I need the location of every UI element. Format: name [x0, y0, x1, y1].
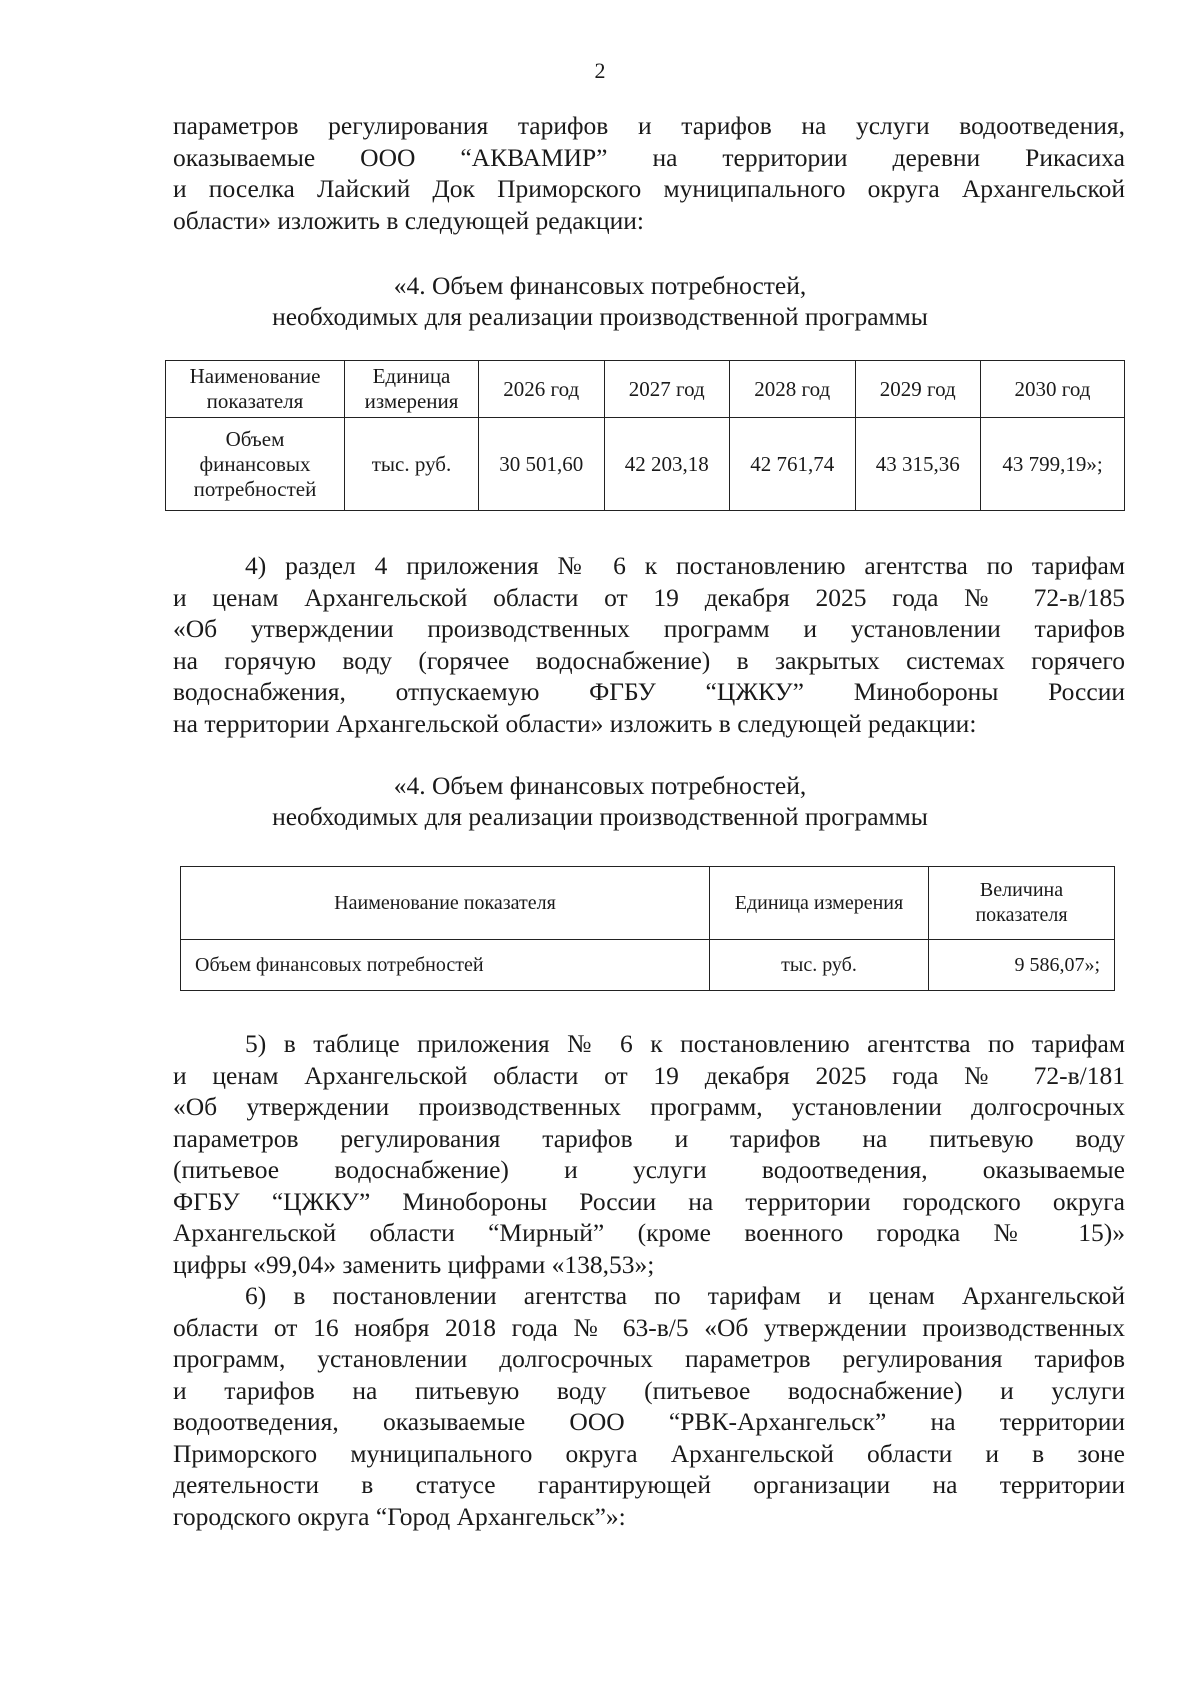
table-header-row: [166, 361, 1125, 418]
text-line: ФГБУ “ЦЖКУ” Минобороны России на территории городского округа: [173, 1186, 1125, 1216]
item-6-paragraph: [173, 1280, 1125, 1532]
text-line: оказываемые ООО “АКВАМИР” на территории деревни Рикасиха: [173, 142, 1125, 172]
intro-paragraph: [173, 110, 1125, 236]
table-header-cell: 2028 год: [730, 361, 856, 418]
table-cell: 42 203,18: [604, 418, 730, 511]
financial-needs-table-1: [165, 360, 1125, 511]
table-header-cell: Наименование показателя: [166, 361, 345, 418]
heading-line: «4. Объем финансовых потребностей,: [393, 771, 807, 800]
text-line: области от 16 ноября 2018 года № 63-в/5 «Об утверждении производственных: [173, 1312, 1125, 1342]
table-header-cell: Единица измерения: [345, 361, 479, 418]
table-cell: 9 586,07»;: [929, 940, 1115, 991]
item-4-paragraph: [173, 550, 1125, 739]
text-line: «Об утверждении производственных программ, установлении долгосрочных: [173, 1092, 1125, 1121]
text-line: 6) в постановлении агентства по тарифам и ценам Архангельской: [245, 1281, 1125, 1310]
text-line: цифры «99,04» заменить цифрами «138,53»;: [173, 1249, 655, 1279]
text-line: и ценам Архангельской области от 19 декабря 2025 года № 72-в/185: [173, 582, 1125, 612]
table-header-cell: Единица измерения: [710, 867, 929, 940]
table-header-row: [181, 867, 1115, 940]
table-header-cell: Величина показателя: [929, 867, 1115, 940]
text-line: параметров регулирования тарифов и тарифов на питьевую воду: [173, 1123, 1125, 1153]
text-line: Архангельской области “Мирный” (кроме военного городка № 15)»: [173, 1218, 1125, 1247]
item-5-paragraph: [173, 1028, 1125, 1280]
text-line: Приморского муниципального округа Архангельской области и в зоне: [173, 1438, 1125, 1468]
text-line: (питьевое водоснабжение) и услуги водоотведения, оказываемые: [173, 1155, 1125, 1184]
heading-line: необходимых для реализации производственной программы: [272, 302, 928, 331]
table-cell: 42 761,74: [730, 418, 856, 511]
table-row: [181, 940, 1115, 991]
text-line: водоотведения, оказываемые ООО “РВК-Архангельск” на территории: [173, 1407, 1125, 1436]
table-header-cell: 2029 год: [855, 361, 981, 418]
table-cell: Объем финансовых потребностей: [166, 418, 345, 511]
table-row: [166, 418, 1125, 511]
table-cell: тыс. руб.: [345, 418, 479, 511]
heading-line: «4. Объем финансовых потребностей,: [393, 271, 807, 300]
table-header-cell: 2030 год: [981, 361, 1125, 418]
table-header-cell: Наименование показателя: [181, 867, 710, 940]
table-cell: 30 501,60: [479, 418, 605, 511]
heading-line: необходимых для реализации производственной программы: [272, 802, 928, 831]
text-line: параметров регулирования тарифов и тарифов на услуги водоотведения,: [173, 111, 1125, 140]
text-line: на горячую воду (горячее водоснабжение) в закрытых системах горячего: [173, 645, 1125, 675]
table-cell: 43 799,19»;: [981, 418, 1125, 511]
table-cell: тыс. руб.: [710, 940, 929, 991]
text-line: на территории Архангельской области» изложить в следующей редакции:: [173, 708, 977, 738]
text-line: и поселка Лайский Док Приморского муниципального округа Архангельской: [173, 174, 1125, 203]
text-line: «Об утверждении производственных программ и установлении тарифов: [173, 614, 1125, 643]
text-line: и тарифов на питьевую воду (питьевое водоснабжение) и услуги: [173, 1375, 1125, 1405]
text-line: городского округа “Город Архангельск”»:: [173, 1501, 626, 1531]
text-line: области» изложить в следующей редакции:: [173, 205, 644, 235]
section-heading-1: [0, 270, 1200, 332]
table-cell: Объем финансовых потребностей: [181, 940, 710, 991]
section-heading-2: [0, 770, 1200, 832]
text-line: водоснабжения, отпускаемую ФГБУ “ЦЖКУ” Минобороны России: [173, 677, 1125, 706]
text-line: программ, установлении долгосрочных параметров регулирования тарифов: [173, 1344, 1125, 1373]
page-number: 2: [594, 58, 606, 83]
text-line: и ценам Архангельской области от 19 декабря 2025 года № 72-в/181: [173, 1060, 1125, 1090]
table-header-cell: 2026 год: [479, 361, 605, 418]
table-header-cell: 2027 год: [604, 361, 730, 418]
financial-needs-table-2: [180, 866, 1115, 991]
table-cell: 43 315,36: [855, 418, 981, 511]
text-line: 5) в таблице приложения № 6 к постановлению агентства по тарифам: [245, 1029, 1125, 1058]
text-line: 4) раздел 4 приложения № 6 к постановлению агентства по тарифам: [245, 551, 1125, 580]
text-line: деятельности в статусе гарантирующей организации на территории: [173, 1470, 1125, 1499]
